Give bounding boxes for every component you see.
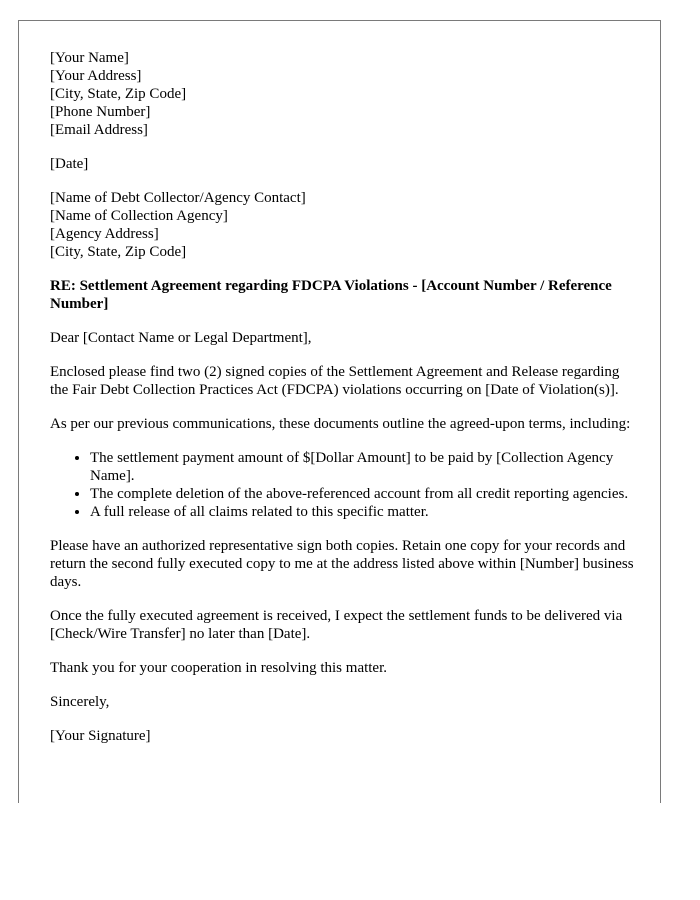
sender-city-state-zip: [City, State, Zip Code] [50, 86, 187, 102]
signature: [Your Signature] [50, 728, 151, 744]
recipient-contact: [Name of Debt Collector/Agency Contact] [50, 190, 306, 206]
closing: Sincerely, [50, 694, 110, 710]
letter-page [18, 20, 661, 803]
sender-name: [Your Name] [50, 50, 129, 66]
salutation: Dear [Contact Name or Legal Department], [50, 330, 312, 346]
sender-phone: [Phone Number] [50, 104, 151, 120]
terms-list-item: • The complete deletion of the above-referenced account from all credit reporting agencies. [90, 485, 635, 503]
body-paragraph-1: Enclosed please find two (2) signed copies of the Settlement Agreement and Release regarding the Fair Debt Collection Practices Act (FDCPA) violations occurring on [Date of Violation(s)]. [50, 364, 620, 398]
body-paragraph-5: Thank you for your cooperation in resolving this matter. [50, 660, 388, 676]
body-paragraph-2: As per our previous communications, these documents outline the agreed-upon terms, including: [50, 416, 631, 432]
subject-line: RE: Settlement Agreement regarding FDCPA Violations - [Account Number / Reference Number] [50, 278, 612, 312]
terms-list-item: • A full release of all claims related to this specific matter. [90, 503, 635, 521]
recipient-agency: [Name of Collection Agency] [50, 208, 228, 224]
sender-address: [Your Address] [50, 68, 142, 84]
body-paragraph-3: Please have an authorized representative sign both copies. Retain one copy for your records and return the second fully executed copy to me at the address listed above within [Number] business days. [50, 538, 634, 590]
terms-list [50, 449, 635, 521]
recipient-city-state-zip: [City, State, Zip Code] [50, 244, 187, 260]
body-paragraph-4: Once the fully executed agreement is received, I expect the settlement funds to be delivered via [Check/Wire Transfer] no later than [Date]. [50, 608, 623, 642]
sender-email: [Email Address] [50, 122, 148, 138]
sender-block [50, 49, 635, 139]
letter-content [50, 49, 635, 761]
letter-date: [Date] [50, 156, 89, 172]
terms-list-item: • The settlement payment amount of $[Dollar Amount] to be paid by [Collection Agency Name]. [90, 449, 635, 485]
recipient-block [50, 189, 635, 261]
recipient-address: [Agency Address] [50, 226, 159, 242]
